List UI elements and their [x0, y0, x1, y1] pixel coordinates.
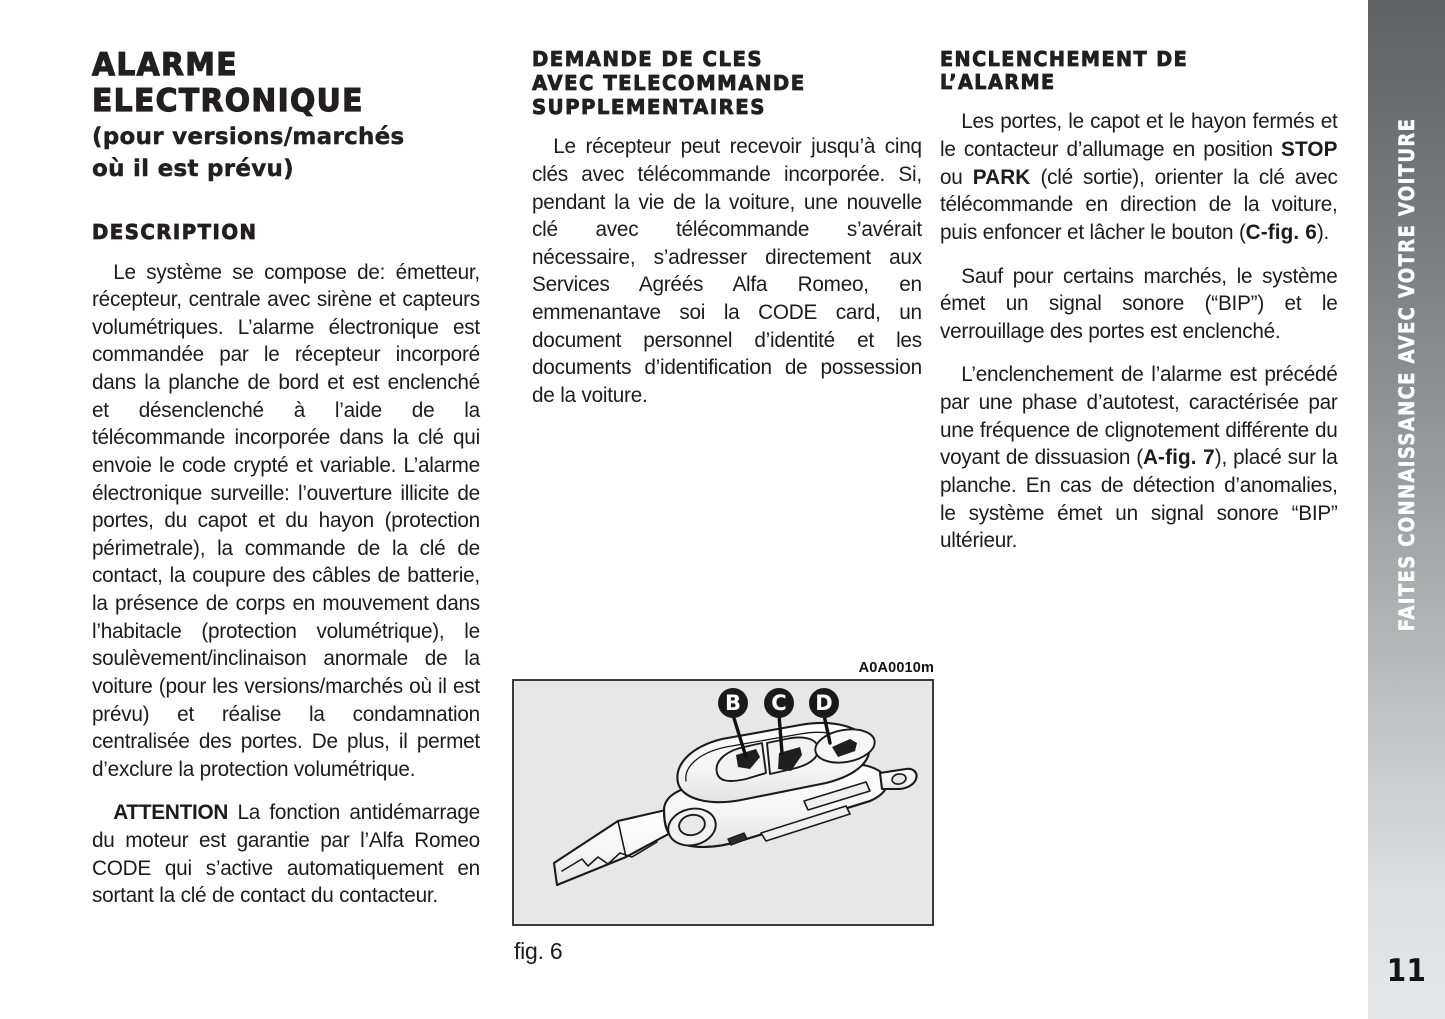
callout-label-c: C [771, 691, 787, 715]
spacer [532, 119, 936, 133]
figure-ref-a-fig-7: A-fig. 7 [1142, 445, 1215, 470]
activation-text-a: Les portes, le capot et le hayon fermés et le contacteur d’allumage en position [940, 109, 1338, 161]
heading-alarm-activation-line-1: ENCLENCHEMENT DE [940, 47, 1189, 71]
paragraph-activation-1 [940, 108, 1338, 246]
heading-key-request-line-2: AVEC TELECOMMANDE [532, 70, 806, 95]
spacer [92, 185, 494, 221]
autotest-text-b: ), placé sur la planche. En cas de détection d’anomalies, le système émet un signal sonore “BIP” ultérieur. [940, 445, 1338, 553]
figure-code-label: A0A0010m [858, 660, 934, 676]
figure-6 [512, 660, 942, 965]
chapter-tab-label-wrapper [1368, 0, 1445, 1019]
page-title-line-2: ELECTRONIQUE [92, 82, 364, 119]
paragraph-description: Le système se compose de: émetteur, récepteur, centrale avec sirène et capteurs volumétriques. L’alarme électronique est commandée par le récepteur incorporé dans la planche de bord et est enclenché et désenclenché à l’aide de la télécommande incorporée dans la clé qui envoie le code crypté et variable. L’alarme électronique surveille: l’ouverture illicite de portes, du capot et du hayon (protection périmetrale), la commande de la clé de contact, la coupure des câbles de batterie, la présence de corps en mouvement dans l’habitacle (protection volumétrique), le soulèvement/inclinaison anormale de la voiture (pour les versions/marchés où il est prévu) et réalise la condamnation centralisée des portes. De plus, il permet d’exclure la protection volumétrique. [92, 259, 480, 781]
heading-key-request-line-3: SUPPLEMENTAIRES [532, 94, 766, 119]
key-blade [554, 810, 674, 885]
text-column-1 [92, 48, 494, 910]
keyword-stop: STOP [1281, 137, 1338, 161]
heading-description: DESCRIPTION [92, 219, 258, 244]
spacer [92, 245, 494, 259]
paragraph-activation-2: Sauf pour certains marchés, le système émet un signal sonore (“BIP”) et le verrouillage des portes est enclenché. [940, 263, 1338, 343]
text-column-2 [532, 48, 936, 410]
callout-bullets [718, 688, 839, 718]
paragraph-attention [92, 799, 480, 910]
callout-label-b: B [724, 691, 742, 715]
page-number: 11 [1386, 953, 1427, 989]
callout-label-d: D [815, 691, 833, 715]
keyword-park: PARK [972, 164, 1031, 189]
chapter-tab-label: FAITES CONNAISSANCE AVEC VOTRE VOITURE [1394, 117, 1419, 632]
key-outline-group [554, 723, 917, 885]
heading-key-request-line-1: DEMANDE DE CLES [532, 47, 764, 71]
page-title-line-1: ALARME [92, 47, 238, 83]
text-column-3 [940, 48, 1352, 555]
activation-text-b: ou [940, 164, 973, 189]
figure-image-box [512, 679, 934, 926]
paragraph-key-request: Le récepteur peut recevoir jusqu’à cinq clés avec télécommande incorporée. Si, pendant la vie de la voiture, une nouvelle clé avec télécommande s’avérait nécessaire, s’adresser directement aux Services Agréés Alfa Romeo, en emmenantave soi la CODE card, un document personnel d’identité et les documents d’identification de possession de la voiture. [532, 134, 922, 407]
spacer [940, 94, 1352, 108]
activation-text-c: (clé sortie), orienter la clé avec télécommande en direction de la voiture, puis enfoncer et lâcher le bouton ( [940, 164, 1338, 244]
attention-text: La fonction antidémarrage du moteur est garantie par l’Alfa Romeo CODE qui s’active automatiquement en sortant la clé de contact du contacteur. [92, 800, 480, 908]
page-title-qualifier-line-1: (pour versions/marchés [92, 123, 405, 150]
attention-label: ATTENTION [113, 800, 229, 825]
autotest-text-a: L’enclenchement de l’alarme est précédé par une phase d’autotest, caractérisée par une fréquence de clignotement différente du voyant de dissuasion ( [940, 362, 1338, 470]
page-title-qualifier-line-2: où il est prévu) [92, 156, 294, 183]
figure-ref-c-fig-6: C-fig. 6 [1245, 219, 1317, 244]
paragraph-activation-3 [940, 361, 1338, 554]
activation-text-d: ). [1316, 219, 1330, 244]
figure-caption: fig. 6 [514, 938, 563, 964]
heading-alarm-activation-line-2: L’ALARME [940, 70, 1056, 95]
key-remote-illustration [514, 681, 932, 924]
chapter-tab-sidebar [1368, 0, 1445, 1019]
